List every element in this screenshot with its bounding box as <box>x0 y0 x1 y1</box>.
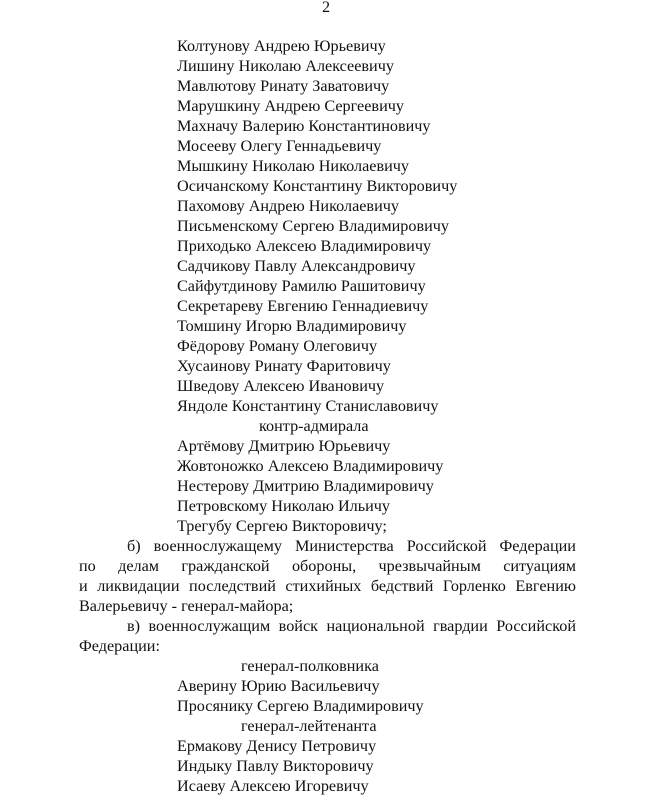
paragraph-v-line-1 <box>127 616 576 636</box>
word: стихийных <box>285 577 362 595</box>
list-item: Письменскому Сергею Владимировичу <box>177 217 450 235</box>
list-item: Жовтоножко Алексею Владимировичу <box>177 457 444 475</box>
list-item: Трегубу Сергею Викторовичу; <box>177 517 387 535</box>
word: военнослужащим <box>148 617 271 635</box>
list-item: Шведову Алексею Ивановичу <box>177 377 385 395</box>
word: по <box>79 557 96 575</box>
rank-heading: генерал-лейтенанта <box>241 717 377 735</box>
list-item: Ермакову Денису Петровичу <box>177 737 377 755</box>
word: в) <box>127 617 141 635</box>
word: национальной <box>326 617 425 635</box>
word: обороны, <box>291 557 357 575</box>
word: военнослужащему <box>153 537 282 555</box>
list-item: Мосееву Олегу Геннадьевичу <box>177 137 382 155</box>
paragraph-b-line-4: Валерьевичу - генерал-майора; <box>79 597 294 615</box>
word: делам <box>118 557 160 575</box>
paragraph-b-line-2 <box>79 556 576 576</box>
word: ликвидации <box>97 577 180 595</box>
word: последствий <box>189 577 276 595</box>
rank-heading: генерал-полковника <box>241 657 379 675</box>
word: гражданской <box>181 557 270 575</box>
list-item: Лишину Николаю Алексеевичу <box>177 57 394 75</box>
list-item: Нестерову Дмитрию Владимировичу <box>177 477 434 495</box>
list-item: Аверину Юрию Васильевичу <box>177 677 380 695</box>
list-item: Пахомову Андрею Николаевичу <box>177 197 399 215</box>
word: чрезвычайным <box>378 557 481 575</box>
list-item: Мавлютову Ринату Заватовичу <box>177 77 390 95</box>
list-item: Петровскому Николаю Ильичу <box>177 497 391 515</box>
list-item: Секретареву Евгению Геннадиевичу <box>177 297 429 315</box>
list-item: Осичанскому Константину Викторовичу <box>177 177 458 195</box>
paragraph-b-line-3 <box>79 576 576 596</box>
word: гвардии <box>433 617 488 635</box>
word: и <box>79 577 88 595</box>
word: Министерства <box>294 537 394 555</box>
list-item: Мышкину Николаю Николаевичу <box>177 157 410 175</box>
list-item: Хусаинову Ринату Фаритовичу <box>177 357 391 375</box>
list-item: Махначу Валерию Константиновичу <box>177 117 431 135</box>
list-item: Приходько Алексею Владимировичу <box>177 237 432 255</box>
word: Горленко <box>442 577 506 595</box>
word: ситуациям <box>503 557 576 575</box>
paragraph-b-line-1 <box>127 536 576 556</box>
list-item: Исаеву Алексею Игоревичу <box>177 777 369 795</box>
list-item: Колтунову Андрею Юрьевичу <box>177 37 386 55</box>
word: Российской <box>496 617 576 635</box>
word: б) <box>127 537 141 555</box>
word: Федерации <box>499 537 576 555</box>
page-number: 2 <box>321 0 331 16</box>
word: Евгению <box>515 577 576 595</box>
list-item: Томшину Игорю Владимировичу <box>177 317 407 335</box>
list-item: Просянику Сергею Владимировичу <box>177 697 424 715</box>
paragraph-v-line-2: Федерации: <box>79 637 160 655</box>
list-item: Сайфутдинову Рамилю Рашитовичу <box>177 277 426 295</box>
word: Российской <box>406 537 487 555</box>
list-item: Марушкину Андрею Сергеевичу <box>177 97 404 115</box>
list-item: Садчикову Павлу Александровичу <box>177 257 416 275</box>
word: бедствий <box>370 577 434 595</box>
list-item: Артёмову Дмитрию Юрьевичу <box>177 437 391 455</box>
list-item: Индыку Павлу Викторовичу <box>177 757 374 775</box>
word: войск <box>278 617 319 635</box>
rank-heading: контр-адмирала <box>259 417 369 435</box>
list-item: Фёдорову Роману Олеговичу <box>177 337 378 355</box>
list-item: Яндоле Константину Станиславовичу <box>177 397 439 415</box>
